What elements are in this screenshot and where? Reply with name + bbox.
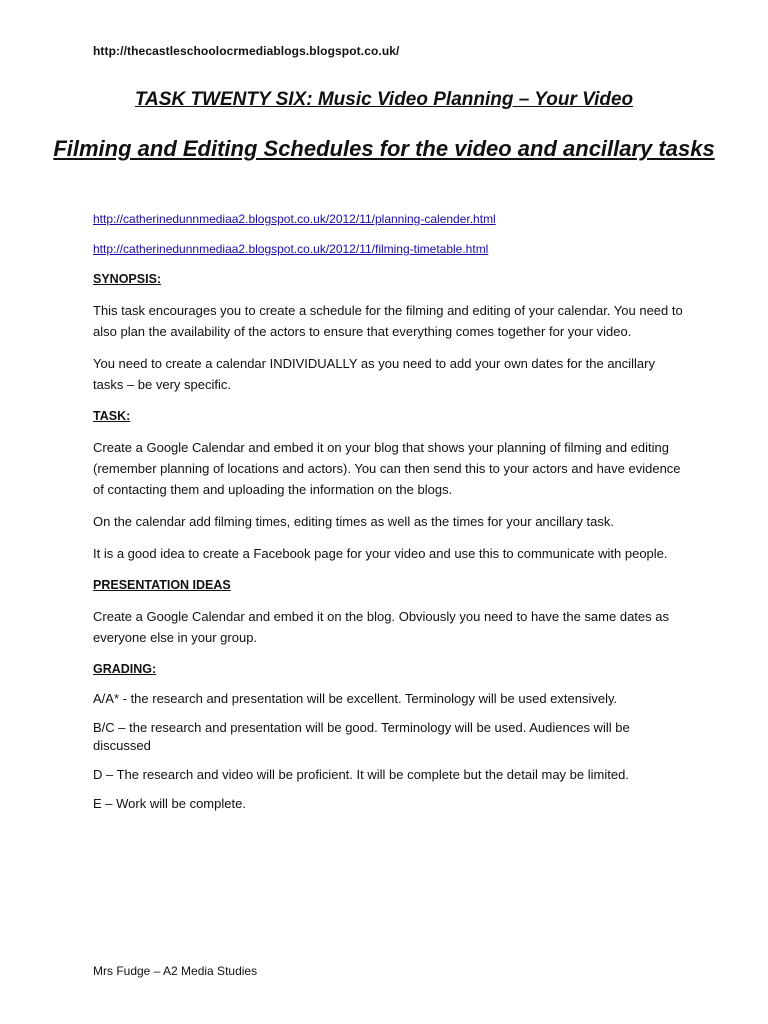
document-subtitle xyxy=(0,131,768,166)
planning-calendar-link[interactable]: http://catherinedunnmediaa2.blogspot.co.uk/2012/11/planning-calender.html xyxy=(93,212,496,226)
grading-item: A/A* - the research and presentation will be excellent. Terminology will be used extensively. xyxy=(93,691,618,706)
task-paragraph: Create a Google Calendar and embed it on your blog that shows your planning of filming and editing (remember planning of locations and actors). You can then send this to your actors and have evidence of contacting them and uploading the information on the blogs. xyxy=(93,440,681,497)
presentation-heading: PRESENTATION IDEAS xyxy=(93,578,231,592)
task-title: TASK TWENTY SIX: Music Video Planning – Your Video xyxy=(134,89,634,110)
document-body xyxy=(93,209,683,824)
footer-text: Mrs Fudge – A2 Media Studies xyxy=(93,964,258,978)
task-heading: TASK: xyxy=(93,409,131,423)
filming-timetable-link[interactable]: http://catherinedunnmediaa2.blogspot.co.uk/2012/11/filming-timetable.html xyxy=(93,242,489,256)
subtitle-text: Filming and Editing Schedules for the video and ancillary tasks xyxy=(53,136,715,161)
synopsis-heading: SYNOPSIS: xyxy=(93,272,162,286)
task-paragraph: It is a good idea to create a Facebook page for your video and use this to communicate with people. xyxy=(93,546,668,561)
presentation-paragraph: Create a Google Calendar and embed it on the blog. Obviously you need to have the same dates as everyone else in your group. xyxy=(93,609,669,645)
synopsis-paragraph: You need to create a calendar INDIVIDUALLY as you need to add your own dates for the ancillary tasks – be very specific. xyxy=(93,356,655,392)
task-paragraph: On the calendar add filming times, editing times as well as the times for your ancillary task. xyxy=(93,514,614,529)
grading-item: D – The research and video will be proficient. It will be complete but the detail may be limited. xyxy=(93,767,629,782)
grading-item: E – Work will be complete. xyxy=(93,796,246,811)
grading-heading: GRADING: xyxy=(93,662,157,676)
synopsis-paragraph: This task encourages you to create a schedule for the filming and editing of your calendar. You need to also plan the availability of the actors to ensure that everything comes together for your video. xyxy=(93,303,683,339)
grading-item: B/C – the research and presentation will be good. Terminology will be used. Audiences will be discussed xyxy=(93,720,630,753)
header-url: http://thecastleschoolocrmediablogs.blogspot.co.uk/ xyxy=(93,44,400,58)
